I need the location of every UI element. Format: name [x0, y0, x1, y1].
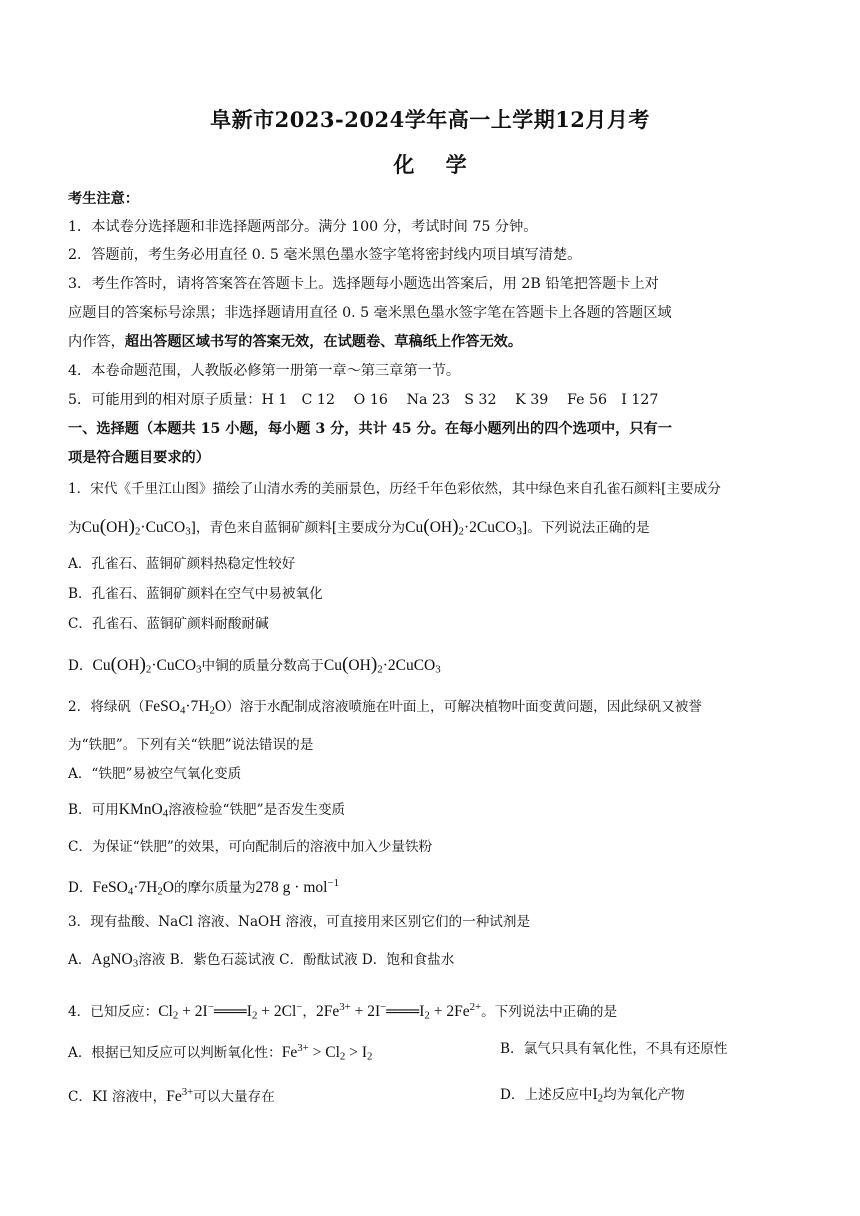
q3-a-formula: AgNO$_3$	[91, 951, 139, 970]
q4-c-text: 可以大量存在	[193, 1088, 275, 1105]
q3-options-text: 溶液 B．紫色石蕊试液 C．酚酞试液 D．饱和食盐水	[138, 952, 455, 968]
q3-options	[68, 950, 798, 971]
notice-heading: 考生注意：	[68, 191, 139, 207]
q4-reaction-1: $Cl_2$ + $2I^-═══I_2 + 2Cl^-$	[158, 1001, 303, 1022]
section-heading-line1: 一、选择题（本题共 15 小题，每小题 3 分，共计 45 分。在每小题列出的四个选项中，只有一	[68, 421, 672, 437]
q1-stem-line1: 1．宋代《千里江山图》描绘了山清水秀的美丽景色，历经千年色彩依然，其中绿色来自孔雀石颜料[主要成分	[68, 481, 721, 497]
q2-option-a: A．“铁肥”易被空气氧化变质	[68, 766, 242, 782]
q1-text: 为	[68, 520, 82, 536]
q2-stem-line2: 为“铁肥”。下列有关“铁肥”说法错误的是	[68, 737, 314, 753]
q2-b-text: B．可用	[68, 802, 119, 818]
q1-text: ]。下列说法正确的是	[521, 520, 650, 536]
q4-reaction-2: $2Fe^{3+}$ + $2I^-═══I_2 + 2Fe^{2+}$	[315, 1001, 482, 1022]
q1-text: ]，青色来自蓝铜矿颜料[主要成分为	[190, 520, 406, 536]
q2-text: ）溶于水配制成溶液喷施在叶面上，可解决植物叶面变黄问题，因此绿矾又被誉	[226, 699, 702, 715]
q4-a-text: A．根据已知反应可以判断氧化性：	[68, 1044, 282, 1061]
q2-d-label: D．	[68, 879, 93, 896]
notice-item-3-text: 内作答，	[68, 334, 125, 350]
subject-title: 化 学	[393, 152, 467, 177]
q3-a-label: A．	[68, 952, 92, 968]
notice-item-3-line1: 3．考生作答时，请将答案答在答题卡上。选择题每小题选出答案后，用 2B 铅笔把答题卡上对	[68, 276, 659, 292]
q4-text: 4．已知反应：	[68, 1003, 159, 1020]
notice-item-3-line3	[68, 333, 798, 351]
q2-text: 2．将绿矾（	[68, 699, 145, 715]
q2-stem-line1	[68, 697, 798, 718]
q4-option-d: D．上述反应中$I_2$均为氧化产物	[500, 1086, 685, 1105]
q4-option-b: B．氯气只具有氧化性，不具有还原性	[500, 1041, 728, 1057]
notice-item-4: 4．本卷命题范围，人教版必修第一册第一章～第三章第一节。	[68, 363, 461, 379]
notice-item-2: 2．答题前，考生务必用直径 0. 5 毫米黑色墨水签字笔将密封线内项目填写清楚。	[68, 247, 582, 263]
q1-formula-malachite: $Cu(OH)_2\cdot CuCO_3$	[81, 516, 191, 538]
q1-d-label: D．	[68, 658, 93, 674]
q1-option-a: A．孔雀石、蓝铜矿颜料热稳定性较好	[68, 556, 296, 572]
q1-stem-line2	[68, 514, 798, 539]
notice-item-5: 5．可能用到的相对原子质量：H 1 C 12 O 16 Na 23 S 32 K 39 Fe 56 I 127	[68, 392, 659, 408]
q2-option-c: C．为保证“铁肥”的效果，可向配制后的溶液中加入少量铁粉	[68, 839, 433, 855]
page-title: 阜新市2023-2024学年高一上学期12月月考	[210, 107, 650, 132]
q1-d-text: 中铜的质量分数高于	[201, 658, 324, 674]
q2-option-b	[68, 800, 798, 821]
q4-c-text: C．KI 溶液中，	[68, 1088, 167, 1105]
q3-stem: 3．现有盐酸、NaCl 溶液、NaOH 溶液，可直接用来区别它们的一种试剂是	[68, 914, 531, 930]
q4-options-cd	[68, 1085, 798, 1107]
notice-item-3-bold: 超出答题区域书写的答案无效，在试题卷、草稿纸上作答无效。	[124, 334, 523, 350]
section-heading-line2: 项是符合题目要求的）	[68, 450, 210, 466]
notice-item-1: 1．本试卷分选择题和非选择题两部分。满分 100 分，考试时间 75 分钟。	[68, 219, 538, 235]
q2-formula-feso4: $FeSO_4\cdot 7H_2O$	[144, 698, 227, 717]
q2-d-text: 的摩尔质量为	[173, 879, 256, 896]
notice-item-3-line2: 应题目的答案标号涂黑；非选择题请用直径 0. 5 毫米黑色墨水签字笔在答题卡上各题的答题区域	[68, 305, 672, 321]
q4-text: ，	[302, 1003, 316, 1020]
q4-text: 。下列说法中正确的是	[481, 1003, 618, 1020]
q2-d-value: 278 g · mol$^{-1}$	[255, 877, 339, 896]
q1-option-c: C．孔雀石、蓝铜矿颜料耐酸耐碱	[68, 616, 269, 632]
q2-b-text: 溶液检验“铁肥”是否发生变质	[168, 802, 346, 818]
q2-option-d	[68, 876, 798, 899]
q2-d-formula: $FeSO_4\cdot 7H_2O$	[92, 878, 174, 898]
q1-d-formula-1: $Cu(OH)_2\cdot CuCO_3$	[92, 654, 202, 676]
q1-option-d	[68, 652, 798, 677]
q4-stem	[68, 1000, 798, 1023]
q4-c-formula: $Fe^{3+}$	[166, 1086, 194, 1105]
q2-b-formula: KMnO$_4$	[118, 801, 169, 820]
q4-a-formula: $Fe^{3+} > Cl_2 > I_2$	[281, 1042, 373, 1063]
q1-formula-azurite: $Cu(OH)_2\cdot 2CuCO_3$	[405, 516, 522, 538]
q1-d-formula-2: $Cu(OH)_2\cdot 2CuCO_3$	[323, 654, 441, 676]
q4-options-ab	[68, 1041, 798, 1064]
q1-option-b: B．孔雀石、蓝铜矿颜料在空气中易被氧化	[68, 586, 323, 602]
